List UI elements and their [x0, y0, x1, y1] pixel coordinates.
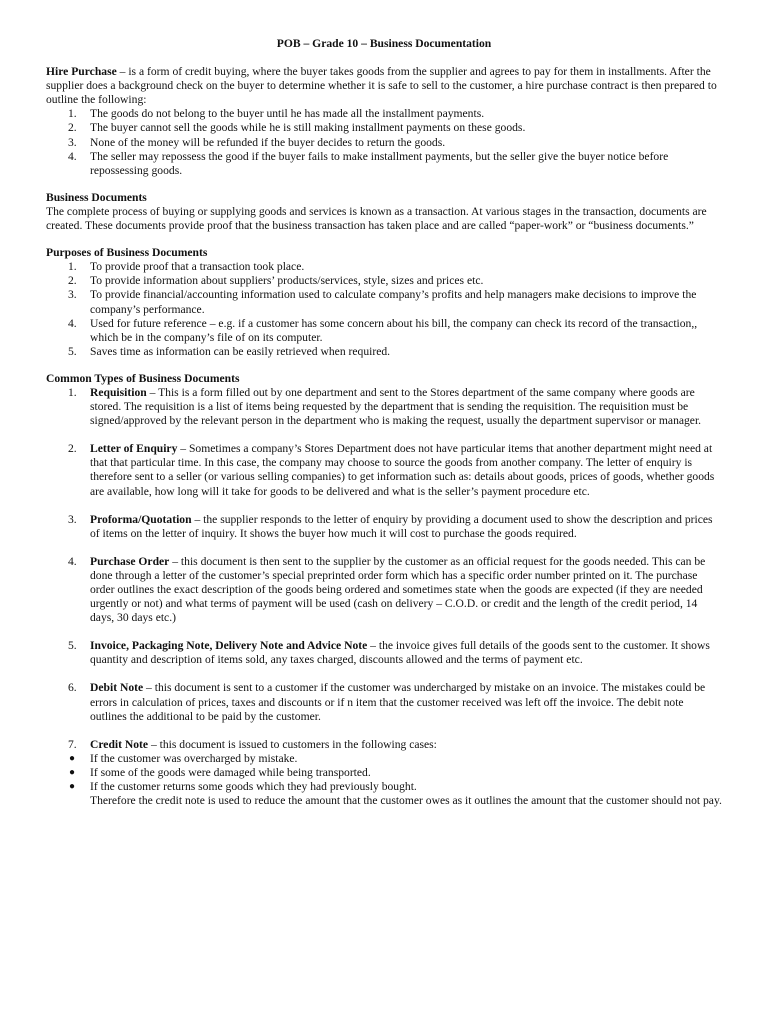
- common-types-list: [46, 386, 722, 752]
- list-item: 3. Proforma/Quotation – the supplier responds to the letter of enquiry by providing a document used to show the description and prices of items on the letter of inquiry. It shows the buyer how much it will cost to purchase the goods required.: [68, 512, 713, 540]
- list-item: 1. To provide proof that a transaction took place.: [68, 260, 305, 274]
- list-item: 4. The seller may repossess the good if the buyer fails to make installment payments, but the seller give the buyer notice before repossessing goods.: [68, 149, 669, 177]
- list-item: 2. Letter of Enquiry – Sometimes a company’s Stores Department does not have particular items that another department might need at that that particular time. In this case, the company may choose to source the goods from another company. The letter of enquiry is therefore sent to a seller (or various selling companies) to get information such as: details about goods, prices of goods, whether goods are available, how long will it take for goods to be delivered and what is the seller’s payment procedure etc.: [68, 442, 715, 498]
- list-item: 3. To provide financial/accounting information used to calculate company’s profits and help managers make decisions to improve the company’s performance.: [68, 288, 697, 316]
- document-page: [46, 37, 722, 808]
- list-item: ● If the customer was overcharged by mistake.: [69, 751, 298, 765]
- purposes-section: [46, 246, 722, 359]
- business-documents-section: [46, 191, 722, 233]
- list-item: 2. To provide information about suppliers’ products/services, style, sizes and prices etc.: [68, 274, 484, 288]
- credit-note-conclusion: Therefore the credit note is used to reduce the amount that the customer owes as it outlines the amount that the customer should not pay.: [90, 794, 722, 808]
- business-documents-text: The complete process of buying or supplying goods and services is known as a transaction. At various stages in the transaction, documents are created. These documents provide proof that the business transaction has taken place and are called “paper-work” or “business documents.”: [46, 204, 707, 233]
- common-types-heading: Common Types of Business Documents: [46, 371, 240, 385]
- list-item: 5. Invoice, Packaging Note, Delivery Note and Advice Note – the invoice gives full details of the goods sent to the customer. It shows quantity and description of items sold, any taxes charged, discounts allowed and the terms of payment etc.: [68, 639, 710, 667]
- list-item: ● If the customer returns some goods which they had previously bought.: [69, 780, 417, 794]
- list-item: 4. Purchase Order – this document is then sent to the supplier by the customer as an official request for the goods needed. This can be done through a letter of the customer’s special preprinted order form which has a specific order number printed on it. The purchase order outlines the exact description of the goods being ordered and sometimes state when the goods are expected (if they are needed urgently or not) and what terms of payment will be used (cash on delivery – C.O.D. or credit and the length of the credit period, 14 days, 30 days etc.): [68, 554, 706, 625]
- list-item: ● If some of the goods were damaged while being transported.: [69, 765, 371, 779]
- list-item: 2. The buyer cannot sell the goods while he is still making installment payments on these goods.: [68, 121, 526, 135]
- list-item: 6. Debit Note – this document is sent to a customer if the customer was undercharged by mistake on an invoice. The mistakes could be errors in calculation of prices, taxes and discounts or if n item that the customer received was left off the invoice. The debit note outlines the additional to be paid by the customer.: [68, 681, 706, 723]
- credit-note-bullets: [46, 752, 722, 794]
- hire-purchase-term: Hire Purchase: [46, 65, 117, 79]
- list-item: 1. The goods do not belong to the buyer until he has made all the installment payments.: [68, 107, 485, 121]
- list-item: 3. None of the money will be refunded if the buyer decides to return the goods.: [68, 135, 446, 149]
- list-item: 5. Saves time as information can be easily retrieved when required.: [68, 344, 391, 358]
- hire-purchase-text: – is a form of credit buying, where the buyer takes goods from the supplier and agrees to pay for them in installments. After the supplier does a background check on the buyer to determine whether it is safe to sell to the customer, a hire purchase contract is then prepared to outline the following:: [46, 65, 717, 107]
- list-item: 4. Used for future reference – e.g. if a customer has some concern about his bill, the company can check its record of the transaction,, which be in the company’s file of on its computer.: [68, 316, 698, 344]
- list-item: 7. Credit Note – this document is issued to customers in the following cases:: [68, 737, 437, 751]
- business-documents-heading: Business Documents: [46, 190, 147, 204]
- purposes-heading: Purposes of Business Documents: [46, 246, 208, 260]
- hire-purchase-paragraph: [46, 65, 722, 107]
- common-types-section: [46, 372, 722, 808]
- list-item: 1. Requisition – This is a form filled out by one department and sent to the Stores department of the same company where goods are stored. The requisition is a list of items being requested by the department that is sending the requisition. The requisition must be signed/approved by the relevant person in the department who is making the request, usually the department supervisor or manager.: [68, 385, 702, 428]
- purposes-list: [46, 260, 722, 359]
- page-title: POB – Grade 10 – Business Documentation: [276, 37, 492, 50]
- hire-purchase-list: [46, 107, 722, 177]
